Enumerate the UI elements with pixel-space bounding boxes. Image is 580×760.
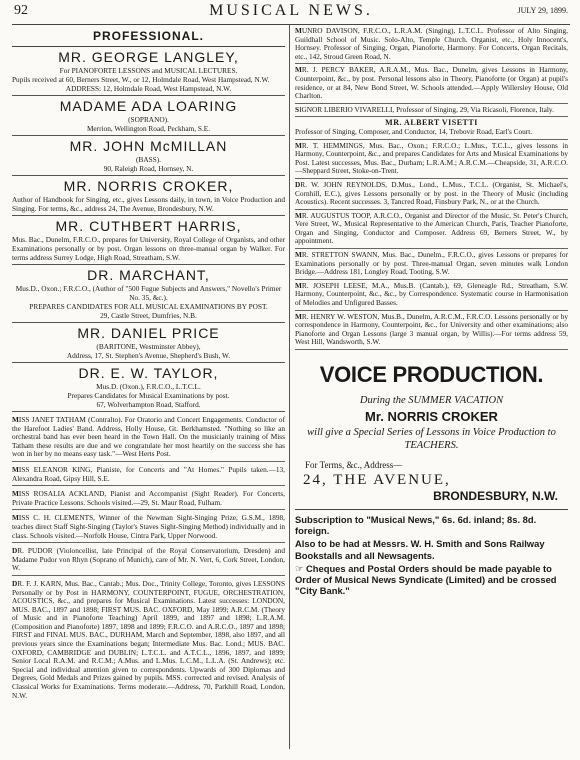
- entry-initial: M: [295, 311, 302, 321]
- card-name: MR. NORRIS CROKER,: [63, 178, 234, 194]
- entry-munro-davison: [295, 25, 568, 64]
- page-header: [12, 0, 570, 25]
- issue-date: JULY 29, 1899.: [517, 6, 568, 15]
- payment-text: Cheques and Postal Orders should be made payable to Order of Musical News Syndicate (Limited) and be crossed "City Bank.": [295, 562, 557, 597]
- ad-line: During the SUMMER VACATION: [359, 395, 504, 406]
- entry-initial: D: [12, 546, 18, 556]
- card-line: (BASS).: [136, 155, 161, 164]
- card-line: For PIANOFORTE LESSONS and MUSICAL LECTURES.: [59, 66, 238, 75]
- entry-joseph-leese: [295, 280, 568, 311]
- card-address: 29, Castle Street, Dumfries, N.B.: [100, 311, 197, 320]
- ad-line: will give a Special Series of Lessons in Voice Production to TEACHERS.: [307, 427, 556, 451]
- card-daniel-price: [12, 323, 285, 363]
- card-name: DR. E. W. TAYLOR,: [78, 365, 219, 381]
- entry-initial: M: [295, 210, 302, 220]
- entry-initial: S: [295, 104, 300, 114]
- card-line: Mus.D. (Oxon.), F.R.C.O., L.T.C.L.: [96, 382, 201, 391]
- entry-albert-visetti: [295, 117, 568, 139]
- visetti-name: MR. ALBERT VISETTI: [385, 118, 478, 128]
- entry-text: R. AUGUSTUS TOOP, A.R.C.O., Organist and Director of the Music, St. Peter's Church, Vere Street, W., Musical Representative to the American Church, Paris, Teacher Pianoforte, Organ and Singing, Conductor and Composer. Address 69, Berners Street, W., by appointment.: [295, 210, 568, 246]
- ad-terms: For Terms, &c., Address—: [305, 460, 403, 470]
- card-line: (BARITONE, Westminster Abbey),: [96, 342, 201, 351]
- card-desc: Pupils received at 60, Berners Street, W., or 12, Holmdale Road, West Hampstead, N.W.: [12, 75, 270, 84]
- pointing-hand-icon: ☞: [295, 562, 307, 574]
- entry-text: R. T. HEMMINGS, Mus. Bac., Oxon.; F.R.C.O.; L.Mus., T.C.L., gives lessons in Harmony, Counterpoint, &c., and prepares Candidates for Arts and Musical Examinations by Post. Latest successes, Mus. Bac., Durham; L.R.A.M.; A.R.C.M.—Cheapside, 31, A.R.C.O.—Sheppard Street, Stoke-on-Trent.: [295, 140, 568, 176]
- card-line: Mus.D., Oxon.; F.R.C.O., (Author of "500 Fugue Subjects and Answers," Novello's Primer No. 35, &c.).: [15, 284, 282, 302]
- ad-address-area: BRONDESBURY, N.W.: [433, 489, 558, 503]
- entry-initial: D: [295, 179, 301, 189]
- card-norris-croker: [12, 176, 285, 216]
- entry-text: R. W. JOHN REYNOLDS, D.Mus., Lond., L.Mus., T.C.L. (Organist, St. Michael's, Cornhill, E.C.), gives Lessons personally or by post. in the Theory of Music (including Acoustics). Recent successes. 3, Tancred Road, Finsbury Park, N., or at the Church.: [295, 179, 568, 207]
- entry-text: R. STRETTON SWANN, Mus. Bac., Dunelm., F.R.C.O., gives Lessons or prepares for Examinations personally or by post. Three-manual Organ, seven minutes walk London Bridge.—Address 181, Longley Road, Tooting, S.W.: [295, 250, 568, 277]
- card-address: ADDRESS: 12, Holmdale Road, West Hampstead, N.W.: [65, 84, 232, 93]
- card-name: DR. MARCHANT,: [87, 267, 210, 283]
- card-line: Prepares Candidates for Musical Examinations by post.: [67, 391, 230, 400]
- entry-initial: M: [295, 65, 302, 75]
- entry-text: R. F. J. KARN, Mus. Bac., Cantab.; Mus. Doc., Trinity College, Toronto, gives LESSONS Personally or by Post in HARMONY, COUNTERPOINT, FUGUE, ORCHESTRATION, ACOUSTICS, &c., and prepares for Musical Examinations. Latest successes: LONDON, MUS. BAC., 1897 and 1898; FIRST MUS. BAC. OXFORD, May 1899; A.R.C.M. (Theory of Music and in Pianoforte Teaching) April 1899, and 1897 and 1898; L.R.A.M. (Composition and Pianoforte) 1897, 1898 and 1899; F.R.C.O. and A.R.C.O., 1897 and 1898; FIRST and FINAL MUS. BAC., DURHAM, March and September, 1898, also 1897, and all previous years since the Examinations began; Intermediate Mus. Bac. Lond.; MUS. BAC. OXFORD, CAMBRIDGE and DUBLIN; L.T.C.L. and A.T.C.L., 1896, 1897, and 1899; Senior Local R.A.M. and R.C.M.; A.Mus. and L.Mus. L.C.M., L.L.A. (St. Andrews); etc. Special and individual attention given to correspondents. Upwards of 300 Diplomas and Degrees, Gold Medals and Prizes gained by pupils. MSS. corrected and revised. Analysis of Classical Works for Examinations. Terms moderate.—Address, 70, Parkhill Road, London, N.W.: [12, 578, 285, 700]
- card-line: PREPARES CANDIDATES FOR ALL MUSICAL EXAMINATIONS BY POST.: [29, 302, 268, 311]
- subscription-notice: [295, 509, 568, 596]
- right-column: [290, 25, 568, 749]
- entry-initial: M: [295, 26, 302, 35]
- card-desc: Author of Handbook for Singing, etc., gives Lessons daily, in town, in Voice Production and Singing. For terms, &c., address 24, The Avenue, Brondesbury, N.W.: [12, 195, 285, 213]
- card-ada-loaring: [12, 96, 285, 136]
- entry-text: ISS ELEANOR KING, Pianiste, for Concerts and "At Homes." Pupils taken.—13, Alexandra Road, Gipsy Hill, S.E.: [12, 464, 285, 483]
- entry-stretton-swann: [295, 249, 568, 280]
- entry-dr-pudor: [12, 543, 285, 576]
- entry-text: ISS C. H. CLEMENTS, Winner of the Newman Sight-Singing Prize, G.S.M., 1898, teaches direct Staff Sight-Singing (Taylor's Staves Sight-Singing Method) individually and in class. Schools visited.—Norfolk House, Cintra Park, Upper Norwood.: [12, 513, 285, 540]
- card-name: MADAME ADA LOARING: [59, 98, 238, 114]
- entry-henry-weston: [295, 311, 568, 350]
- entry-initial: M: [12, 513, 19, 523]
- section-title: PROFESSIONAL.: [12, 25, 285, 47]
- card-address: Merrion, Wellington Road, Peckham, S.E.: [86, 124, 211, 133]
- card-name: MR. JOHN McMILLAN: [69, 138, 228, 154]
- visetti-text: Professor of Singing, Composer, and Conductor, 14, Trebovir Road, Earl's Court.: [295, 126, 533, 136]
- card-address: 67, Wolverhampton Road, Stafford.: [96, 400, 201, 409]
- card-cuthbert-harris: [12, 216, 285, 265]
- entry-text: R. JOSEPH LEESE, M.A., Mus.B. (Cantab.), 69, Gleneagle Rd., Streatham, S.W. Harmony, Counterpoint, &c., &c., by Correspondence. Systematic course in Harmonisation of Melodies and Unfigured Basses.: [295, 280, 568, 308]
- card-name: MR. DANIEL PRICE: [77, 325, 220, 341]
- card-desc: Mus. Bac., Dunelm, F.R.C.O., prepares for University, Royal College of Organists, and other Examinations personally or by post. Organ lessons on three-manual organ by Walker. For terms address Surrey Lodge, High Road, Streatham, S.W.: [12, 235, 285, 262]
- publication-title: MUSICAL NEWS.: [209, 2, 373, 19]
- entry-john-reynolds: [295, 179, 568, 210]
- card-dr-marchant: [12, 265, 285, 323]
- subscription-price: Subscription to "Musical News," 6s. 6d. inland; 8s. 8d. foreign.: [295, 514, 537, 537]
- page-number: 92: [14, 3, 28, 18]
- columns: [12, 25, 570, 749]
- entry-text: ISS ROSALIA ACKLAND, Pianist and Accompanist (Sight Reader). For Concerts, Private Practice Lessons. Schools visited.—29, St. Maur Road, Fulham.: [12, 489, 285, 507]
- entry-text: R. J. PERCY BAKER, A.R.A.M., Mus. Bac., Dunelm, gives Lessons in Harmony, Counterpoint, &c., by post. Personal lessons also in Theory, Pianoforte (or Organ) at pupil's residence, or at 84, New Bond Street, W. Schools attended.—Apply Willersley House, Old Charlton.: [295, 65, 568, 101]
- entry-initial: D: [12, 578, 18, 588]
- ad-headline: VOICE PRODUCTION.: [319, 362, 544, 387]
- subscription-payment: [295, 563, 568, 597]
- entry-initial: M: [295, 280, 302, 290]
- card-line: (SOPRANO).: [128, 115, 169, 124]
- entry-text: R. HENRY W. WESTON, Mus.B., Dunelm, A.R.C.M., F.R.C.O. Lessons personally or by correspondence in Harmony, Counterpoint, &c., for University and other examinations; also Pianoforte and Organ Lessons (large 3 manual organ, by Willis).—For terms address 59, West Hill, Wandsworth, S.W.: [295, 311, 568, 347]
- entry-text: R. PUDOR (Violoncellist, late Principal of the Royal Conservatorium, Dresden) and Madame Pudor von Rhyn (Soprano of Munich), care of Mr. N. Vert, 6, Cork Street, London, W.: [12, 546, 285, 573]
- entry-eleanor-king: [12, 462, 285, 486]
- entry-fj-karn: [12, 576, 285, 702]
- entry-text: ISS JANET TATHAM (Contralto). For Oratorio and Concert Engagements. Conductor of the Harefoot Ladies' Band. Address, Holly House, Gt. Berkhamsted. "Nothing so like an orchestral band has ever been heard in the Town Hall. On the musicianly training of Miss Tatham these results are due and we congratulate her most heartily on the success she has won in her by no means easy task."—West Herts Post.: [12, 415, 285, 459]
- entry-ch-clements: [12, 510, 285, 543]
- entry-text: UNRO DAVISON, F.R.C.O., L.R.A.M. (Singing), L.T.C.L. Professor of Alto Singing, Guildhall School of Music. Solo-Alto, Temple Church. Organist, etc., Holy Innocent's, Hornsey. Professor of Singing, Organ, Pianoforte, Harmony. For Concerts, Organ Recitals, etc., 142, Stroud Green Road, N.: [295, 26, 568, 61]
- subscription-availability: Also to be had at Messrs. W. H. Smith and Sons Railway Bookstalls and all Newsagents.: [295, 538, 545, 561]
- card-name: MR. GEORGE LANGLEY,: [58, 49, 239, 65]
- card-address: Address, 17, St. Stephen's Avenue, Shepherd's Bush, W.: [66, 351, 231, 360]
- entry-hemmings: [295, 140, 568, 179]
- ad-name: Mr. NORRIS CROKER: [365, 409, 498, 424]
- entry-vivarelli: [295, 104, 568, 118]
- card-george-langley: [12, 47, 285, 96]
- entry-initial: M: [12, 489, 19, 499]
- entry-augustus-toop: [295, 210, 568, 249]
- entry-initial: M: [12, 464, 19, 474]
- card-john-mcmillan: [12, 136, 285, 176]
- card-name: MR. CUTHBERT HARRIS,: [55, 218, 242, 234]
- entry-percy-baker: [295, 64, 568, 103]
- entry-janet-tatham: [12, 412, 285, 462]
- ad-address-street: 24, THE AVENUE,: [303, 472, 451, 488]
- entry-text: IGNOR LIBERIO VIVARELLI, Professor of Singing, 29, Via Ricasoli, Florence, Italy.: [299, 104, 554, 114]
- entry-initial: M: [12, 415, 19, 424]
- voice-production-ad: [295, 362, 568, 503]
- entry-initial: M: [295, 250, 302, 260]
- left-column: [12, 25, 290, 749]
- entry-rosalia-ackland: [12, 486, 285, 510]
- card-address: 90, Raleigh Road, Hornsey, N.: [103, 164, 194, 173]
- entry-initial: M: [295, 140, 302, 150]
- card-ew-taylor: [12, 363, 285, 412]
